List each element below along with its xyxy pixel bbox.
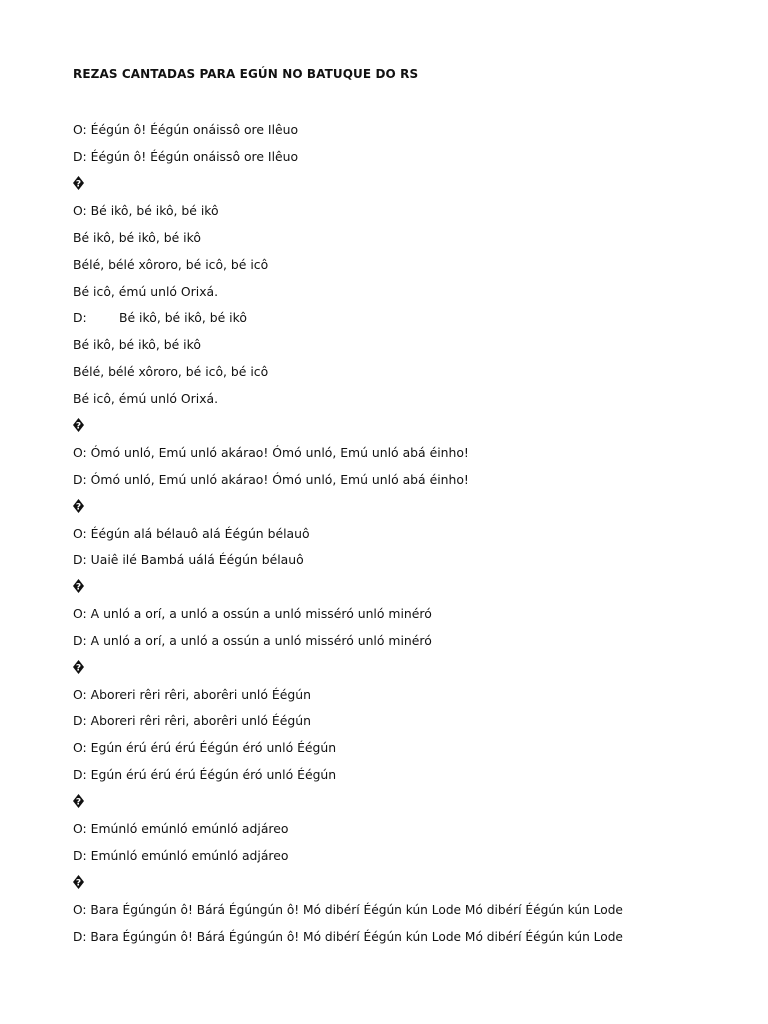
verse-line: Bé icô, émú unló Orixá. <box>73 391 219 406</box>
svg-text:?: ? <box>75 179 82 190</box>
replacement-character-icon <box>73 875 84 889</box>
verse-line: Bé ikô, bé ikô, bé ikô <box>119 310 247 325</box>
verse-line: O: Bara Égúngún ô! Bárá Égúngún ô! Mó dibérí Éégún kún Lode Mó dibérí Éégún kún Lode <box>73 903 623 917</box>
verse-line: O: Ómó unló, Emú unló akárao! Ómó unló, Emú unló abá éinho! <box>73 445 469 460</box>
verse-line: D: Egún érú érú érú Éégún éró unló Éégún <box>73 767 337 782</box>
document-title: REZAS CANTADAS PARA EGÚN NO BATUQUE DO RS <box>73 67 419 81</box>
replacement-character-icon <box>73 660 84 674</box>
replacement-character-icon <box>73 176 84 190</box>
verse-line: Bé ikô, bé ikô, bé ikô <box>73 337 201 352</box>
verse-line: D: Aboreri rêri rêri, aborêri unló Éégún <box>73 713 311 728</box>
verse-line: D: Éégún ô! Éégún onáissô ore Ilêuo <box>73 149 299 164</box>
verse-line: D: Bara Égúngún ô! Bárá Égúngún ô! Mó dibérí Éégún kún Lode Mó dibérí Éégún kún Lode <box>73 930 623 944</box>
svg-text:?: ? <box>75 582 82 593</box>
svg-text:?: ? <box>75 502 82 513</box>
svg-text:?: ? <box>75 421 82 432</box>
verse-line: Bélé, bélé xôroro, bé icô, bé icô <box>73 257 269 272</box>
verse-line: Bé icô, émú unló Orixá. <box>73 284 219 299</box>
replacement-character-icon <box>73 418 84 432</box>
verse-line: O: Emúnló emúnló emúnló adjáreo <box>73 821 289 836</box>
svg-text:?: ? <box>75 878 82 889</box>
replacement-character-icon <box>73 579 84 593</box>
replacement-character-icon <box>73 794 84 808</box>
svg-text:?: ? <box>75 797 82 808</box>
replacement-character-icon <box>73 499 84 513</box>
verse-line: O: Éégún alá bélauô alá Éégún bélauô <box>73 526 310 541</box>
verse-line: D: Emúnló emúnló emúnló adjáreo <box>73 848 289 863</box>
verse-line: O: Éégún ô! Éégún onáissô ore Ilêuo <box>73 122 299 137</box>
verse-line: O: Egún érú érú érú Éégún éró unló Éégún <box>73 740 337 755</box>
svg-text:?: ? <box>75 663 82 674</box>
verse-line: Bé ikô, bé ikô, bé ikô <box>73 230 201 245</box>
verse-line: D: A unló a orí, a unló a ossún a unló misséró unló minéró <box>73 633 432 648</box>
chorus-marker: D: <box>73 310 87 325</box>
verse-line: Bélé, bélé xôroro, bé icô, bé icô <box>73 364 269 379</box>
verse-line: D: Ómó unló, Emú unló akárao! Ómó unló, Emú unló abá éinho! <box>73 472 469 487</box>
verse-line: O: A unló a orí, a unló a ossún a unló misséró unló minéró <box>73 606 432 621</box>
verse-line: D: Uaiê ilé Bambá uálá Éégún bélauô <box>73 552 304 567</box>
verse-line: O: Aboreri rêri rêri, aborêri unló Éégún <box>73 687 311 702</box>
verse-line: O: Bé ikô, bé ikô, bé ikô <box>73 203 219 218</box>
